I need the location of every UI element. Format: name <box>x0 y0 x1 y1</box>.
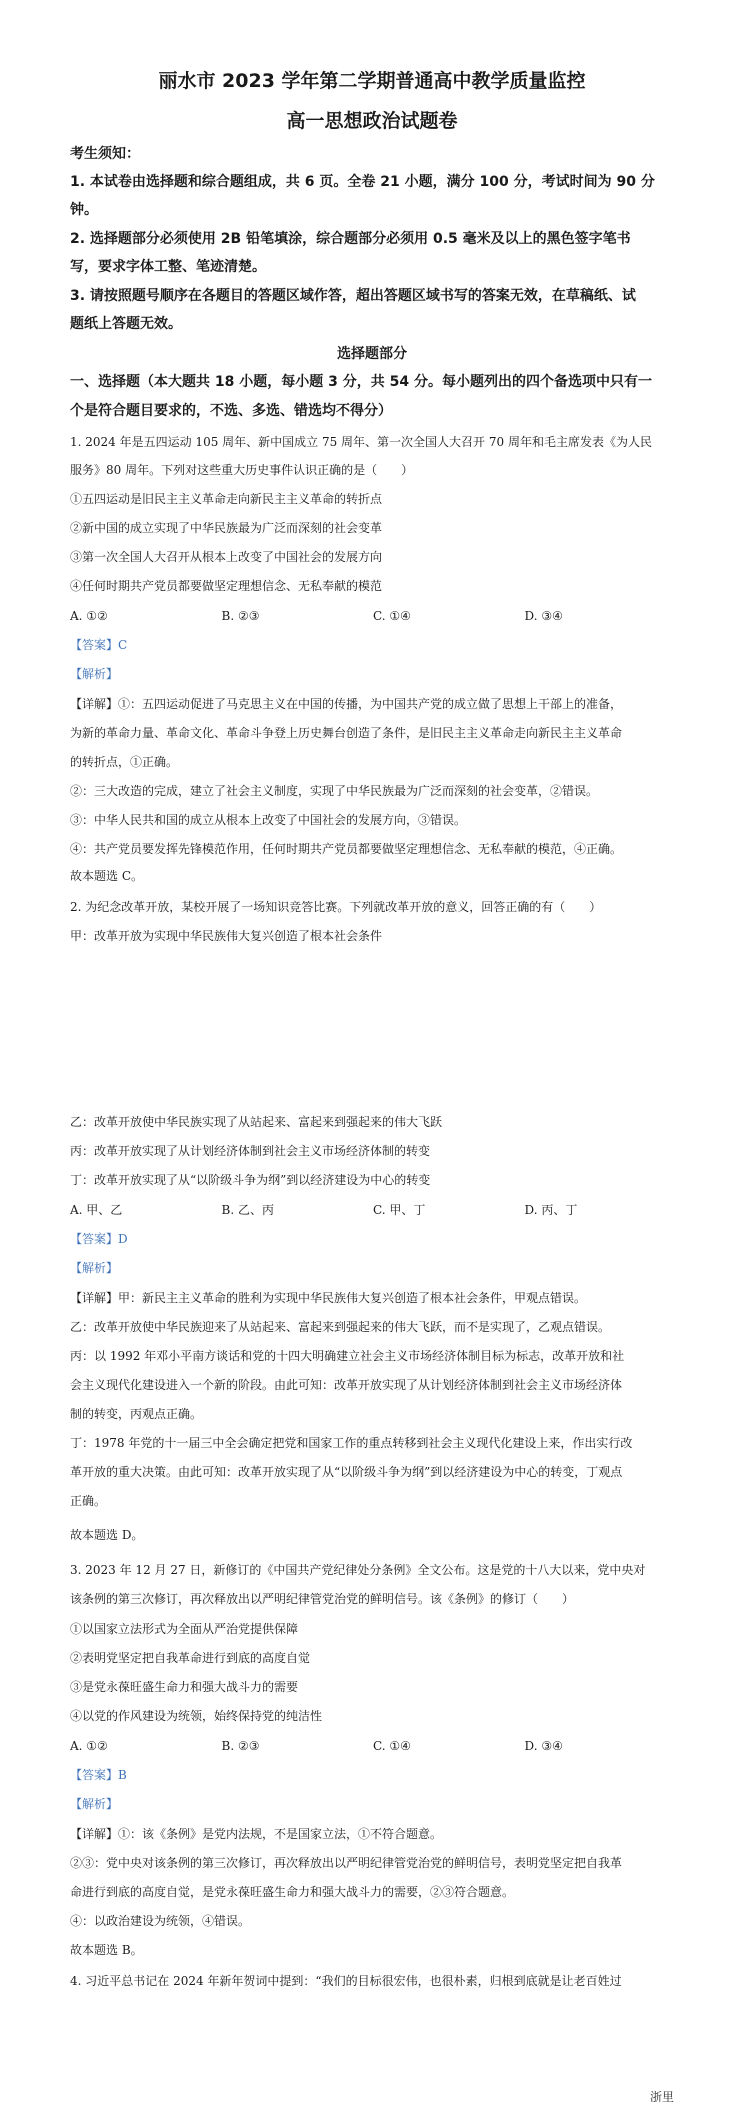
q2-detail: 革开放的重大决策。由此可知：改革开放实现了从“以阶级斗争为纲”到以经济建设为中心的转变，丁观点 <box>70 1465 623 1479</box>
q1-stem: 1. 2024 年是五四运动 105 周年、新中国成立 75 周年、第一次全国人大召开 70 周年和毛主席发表《为人民 <box>70 435 652 449</box>
section-intro: 个是符合题目要求的，不选、多选、错选均不得分） <box>70 403 392 419</box>
option-d[interactable]: D. ③④ <box>524 1739 563 1753</box>
q1-statement: ②新中国的成立实现了中华民族最为广泛而深刻的社会变革 <box>70 521 383 535</box>
q3-stem: 该条例的第三次修订，再次释放出以严明纪律管党治党的鲜明信号。该《条例》的修订（ ） <box>70 1592 575 1606</box>
option-a[interactable]: A. ①② <box>70 609 108 623</box>
notice-line: 3. 请按照题号顺序在各题目的答题区域作答，超出答题区域书写的答案无效，在草稿纸、试 <box>70 288 636 304</box>
option-c[interactable]: C. ①④ <box>373 1739 411 1753</box>
notice-heading: 考生须知： <box>70 146 140 162</box>
q1-detail: ②：三大改造的完成，建立了社会主义制度，实现了中华民族最为广泛而深刻的社会变革，②错误。 <box>70 784 599 798</box>
q2-detail: 丙：以 1992 年邓小平南方谈话和党的十四大明确建立社会主义市场经济体制目标为标志，改革开放和社 <box>70 1349 625 1363</box>
q2-detail: 【详解】甲：新民主主义革命的胜利为实现中华民族伟大复兴创造了根本社会条件，甲观点错误。 <box>70 1291 587 1305</box>
notice-line: 1. 本试卷由选择题和综合题组成，共 6 页。全卷 21 小题，满分 100 分，考试时间为 90 分 <box>70 174 655 190</box>
section-title: 选择题部分 <box>337 346 407 362</box>
q3-statement: ②表明党坚定把自我革命进行到底的高度自觉 <box>70 1651 311 1665</box>
q2-statement: 丁：改革开放实现了从“以阶级斗争为纲”到以经济建设为中心的转变 <box>70 1173 431 1187</box>
q3-answer: 【答案】B <box>70 1768 127 1782</box>
q3-detail: 命进行到底的高度自觉，是党永葆旺盛生命力和强大战斗力的需要，②③符合题意。 <box>70 1885 515 1899</box>
option-a[interactable]: A. 甲、乙 <box>70 1203 123 1217</box>
option-d[interactable]: D. ③④ <box>524 609 563 623</box>
page-footer: 浙里 <box>649 2090 674 2104</box>
q2-answer: 【答案】D <box>70 1232 128 1246</box>
exam-subtitle: 高一思想政治试题卷 <box>286 110 458 132</box>
q3-analysis-tag: 【解析】 <box>70 1797 119 1811</box>
q1-statement: ④任何时期共产党员都要做坚定理想信念、无私奉献的模范 <box>70 579 383 593</box>
option-c[interactable]: C. ①④ <box>373 609 411 623</box>
option-d[interactable]: D. 丙、丁 <box>524 1203 578 1217</box>
q2-detail: 故本题选 D。 <box>70 1528 144 1542</box>
option-b[interactable]: B. ②③ <box>221 609 260 623</box>
q3-detail: 【详解】①：该《条例》是党内法规，不是国家立法，①不符合题意。 <box>70 1827 443 1841</box>
notice-line: 2. 选择题部分必须使用 2B 铅笔填涂，综合题部分必须用 0.5 毫米及以上的黑色签字笔书 <box>70 231 631 247</box>
exam-title: 丽水市 2023 学年第二学期普通高中教学质量监控 <box>158 70 586 92</box>
option-b[interactable]: B. 乙、丙 <box>221 1203 274 1217</box>
q1-answer: 【答案】C <box>70 638 128 652</box>
section-intro: 一、选择题（本大题共 18 小题，每小题 3 分，共 54 分。每小题列出的四个备选项中只有一 <box>70 374 652 390</box>
option-b[interactable]: B. ②③ <box>221 1739 260 1753</box>
q1-stem: 服务》80 周年。下列对这些重大历史事件认识正确的是（ ） <box>70 463 414 477</box>
q2-stem: 甲：改革开放为实现中华民族伟大复兴创造了根本社会条件 <box>70 929 383 943</box>
q3-statement: ①以国家立法形式为全面从严治党提供保障 <box>70 1622 299 1636</box>
q3-detail: ④：以政治建设为统领，④错误。 <box>70 1914 251 1928</box>
q2-detail: 正确。 <box>70 1494 107 1508</box>
option-a[interactable]: A. ①② <box>70 1739 108 1753</box>
q1-detail: 故本题选 C。 <box>70 869 143 883</box>
q1-detail: 的转折点，①正确。 <box>70 755 179 769</box>
q2-statement: 丙：改革开放实现了从计划经济体制到社会主义市场经济体制的转变 <box>70 1144 431 1158</box>
q2-detail: 制的转变，丙观点正确。 <box>70 1407 203 1421</box>
q2-detail: 乙：改革开放使中华民族迎来了从站起来、富起来到强起来的伟大飞跃，而不是实现了，乙观点错误。 <box>70 1320 611 1334</box>
q1-options <box>70 606 676 626</box>
q1-statement: ①五四运动是旧民主主义革命走向新民主主义革命的转折点 <box>70 492 383 506</box>
q3-options <box>70 1736 676 1756</box>
q4-stem: 4. 习近平总书记在 2024 年新年贺词中提到：“我们的目标很宏伟，也很朴素，归根到底就是让老百姓过 <box>70 1974 622 1988</box>
q2-detail: 会主义现代化建设进入一个新的阶段。由此可知：改革开放实现了从计划经济体制到社会主义市场经济体 <box>70 1378 623 1392</box>
q3-detail: ②③：党中央对该条例的第三次修订，再次释放出以严明纪律管党治党的鲜明信号，表明党坚定把自我革 <box>70 1856 623 1870</box>
notice-line: 题纸上答题无效。 <box>70 316 182 332</box>
q2-statement: 乙：改革开放使中华民族实现了从站起来、富起来到强起来的伟大飞跃 <box>70 1115 443 1129</box>
q1-detail: 为新的革命力量、革命文化、革命斗争登上历史舞台创造了条件，是旧民主主义革命走向新民主主义革命 <box>70 726 623 740</box>
q2-stem: 2. 为纪念改革开放，某校开展了一场知识竞答比赛。下列就改革开放的意义，回答正确的有（ ） <box>70 900 602 914</box>
q2-analysis-tag: 【解析】 <box>70 1261 119 1275</box>
q1-detail: ③：中华人民共和国的成立从根本上改变了中国社会的发展方向，③错误。 <box>70 813 467 827</box>
q3-detail: 故本题选 B。 <box>70 1943 143 1957</box>
q1-statement: ③第一次全国人大召开从根本上改变了中国社会的发展方向 <box>70 550 383 564</box>
option-c[interactable]: C. 甲、丁 <box>373 1203 426 1217</box>
q1-analysis-tag: 【解析】 <box>70 667 119 681</box>
q3-statement: ③是党永葆旺盛生命力和强大战斗力的需要 <box>70 1680 299 1694</box>
q2-options <box>70 1200 676 1220</box>
q3-statement: ④以党的作风建设为统领，始终保持党的纯洁性 <box>70 1709 323 1723</box>
q2-detail: 丁：1978 年党的十一届三中全会确定把党和国家工作的重点转移到社会主义现代化建设上来，作出实行改 <box>70 1436 633 1450</box>
q1-detail: ④：共产党员要发挥先锋模范作用，任何时期共产党员都要做坚定理想信念、无私奉献的模范，④正确。 <box>70 842 623 856</box>
q3-stem: 3. 2023 年 12 月 27 日，新修订的《中国共产党纪律处分条例》全文公布。这是党的十八大以来，党中央对 <box>70 1563 646 1577</box>
notice-line: 写，要求字体工整、笔迹清楚。 <box>70 259 266 275</box>
q1-detail: 【详解】①：五四运动促进了马克思主义在中国的传播，为中国共产党的成立做了思想上干部上的准备， <box>70 697 623 711</box>
notice-line: 钟。 <box>70 202 98 218</box>
